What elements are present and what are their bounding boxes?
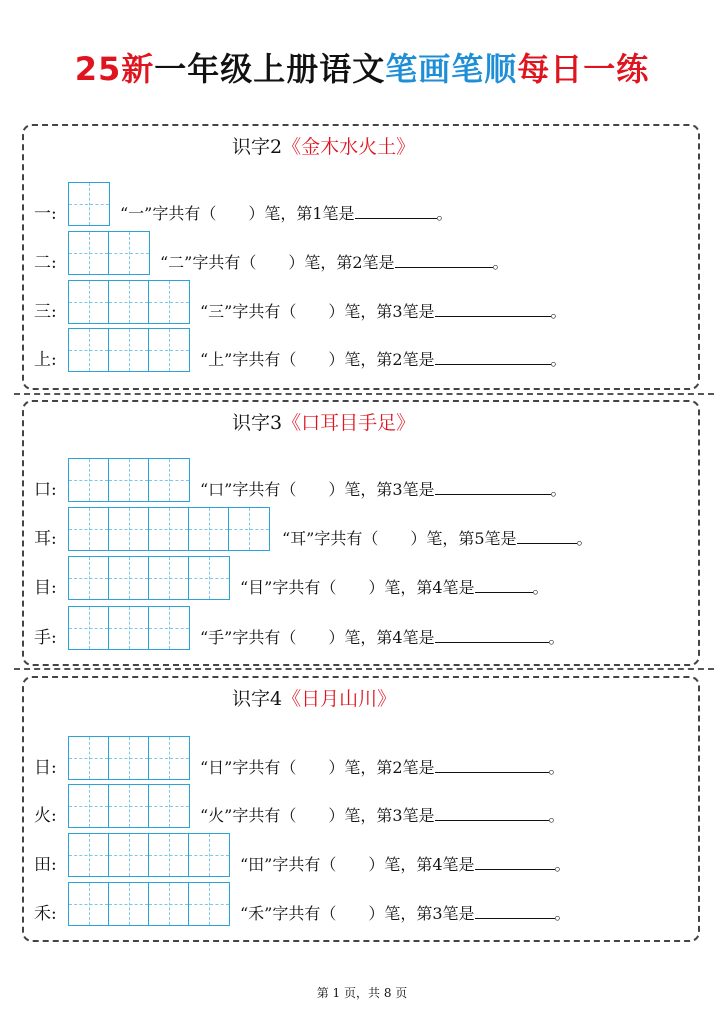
question-text: “三”字共有（ ）笔，第3笔是 。: [200, 302, 567, 321]
question-text: “日”字共有（ ）笔，第2笔是 。: [200, 758, 565, 777]
section-lesson-name: 《日月山川》: [282, 688, 397, 710]
character-label: 上:: [34, 350, 57, 370]
exercise-section-1: [22, 124, 700, 390]
character-label: 手:: [34, 628, 57, 648]
writing-grid[interactable]: [68, 606, 190, 650]
title-part-2: 一年级上册语文: [154, 50, 386, 88]
character-label: 火:: [34, 806, 57, 826]
answer-blank[interactable]: [475, 578, 533, 593]
character-label: 禾:: [34, 904, 57, 924]
question-text: “二”字共有（ ）笔，第2笔是 。: [160, 253, 509, 272]
writing-grid[interactable]: [68, 736, 190, 780]
question-text: “目”字共有（ ）笔，第4笔是 。: [240, 578, 549, 597]
answer-blank[interactable]: [435, 480, 551, 495]
writing-grid[interactable]: [68, 328, 190, 372]
answer-blank[interactable]: [475, 904, 555, 919]
question-text: “禾”字共有（ ）笔，第3笔是 。: [240, 904, 571, 923]
character-label: 三:: [34, 302, 57, 322]
page-footer: 第 1 页，共 8 页: [316, 986, 408, 1000]
exercise-section-3: [22, 676, 700, 942]
section-divider: [14, 393, 714, 395]
section-number: 识字4: [232, 688, 283, 710]
section-title: [232, 132, 415, 159]
section-number: 识字3: [232, 412, 283, 434]
answer-blank[interactable]: [395, 253, 493, 268]
writing-grid[interactable]: [68, 507, 270, 551]
title-part-3: 笔画笔顺: [385, 50, 518, 88]
character-label: 田:: [34, 855, 57, 875]
question-text: “口”字共有（ ）笔，第3笔是 。: [200, 480, 567, 499]
writing-grid[interactable]: [68, 833, 230, 877]
character-label: 日:: [34, 758, 57, 778]
section-lesson-name: 《金木水火土》: [282, 136, 416, 158]
question-text: “耳”字共有（ ）笔，第5笔是 。: [282, 529, 593, 548]
title-part-1: 25新: [74, 50, 155, 88]
section-divider: [14, 668, 714, 670]
writing-grid[interactable]: [68, 280, 190, 324]
question-text: “手”字共有（ ）笔，第4笔是 。: [200, 628, 565, 647]
question-text: “田”字共有（ ）笔，第4笔是 。: [240, 855, 571, 874]
exercise-section-2: [22, 400, 700, 666]
answer-blank[interactable]: [517, 529, 577, 544]
page-title: [0, 44, 724, 90]
writing-grid[interactable]: [68, 556, 230, 600]
question-text: “一”字共有（ ）笔，第1笔是 。: [120, 204, 453, 223]
writing-grid[interactable]: [68, 231, 150, 275]
title-part-4: 每日一练: [517, 50, 650, 88]
character-label: 耳:: [34, 529, 57, 549]
writing-grid[interactable]: [68, 784, 190, 828]
character-label: 一:: [34, 204, 57, 224]
section-lesson-name: 《口耳目手足》: [282, 412, 416, 434]
section-number: 识字2: [232, 136, 283, 158]
answer-blank[interactable]: [435, 806, 549, 821]
answer-blank[interactable]: [435, 758, 549, 773]
question-text: “上”字共有（ ）笔，第2笔是 。: [200, 350, 567, 369]
writing-grid[interactable]: [68, 882, 230, 926]
answer-blank[interactable]: [435, 350, 551, 365]
character-label: 口:: [34, 480, 57, 500]
character-label: 二:: [34, 253, 57, 273]
answer-blank[interactable]: [435, 302, 551, 317]
writing-grid[interactable]: [68, 182, 110, 226]
answer-blank[interactable]: [355, 204, 437, 219]
answer-blank[interactable]: [475, 855, 555, 870]
character-label: 目:: [34, 578, 57, 598]
question-text: “火”字共有（ ）笔，第3笔是 。: [200, 806, 565, 825]
section-title: [232, 684, 396, 711]
section-title: [232, 408, 415, 435]
answer-blank[interactable]: [435, 628, 549, 643]
writing-grid[interactable]: [68, 458, 190, 502]
